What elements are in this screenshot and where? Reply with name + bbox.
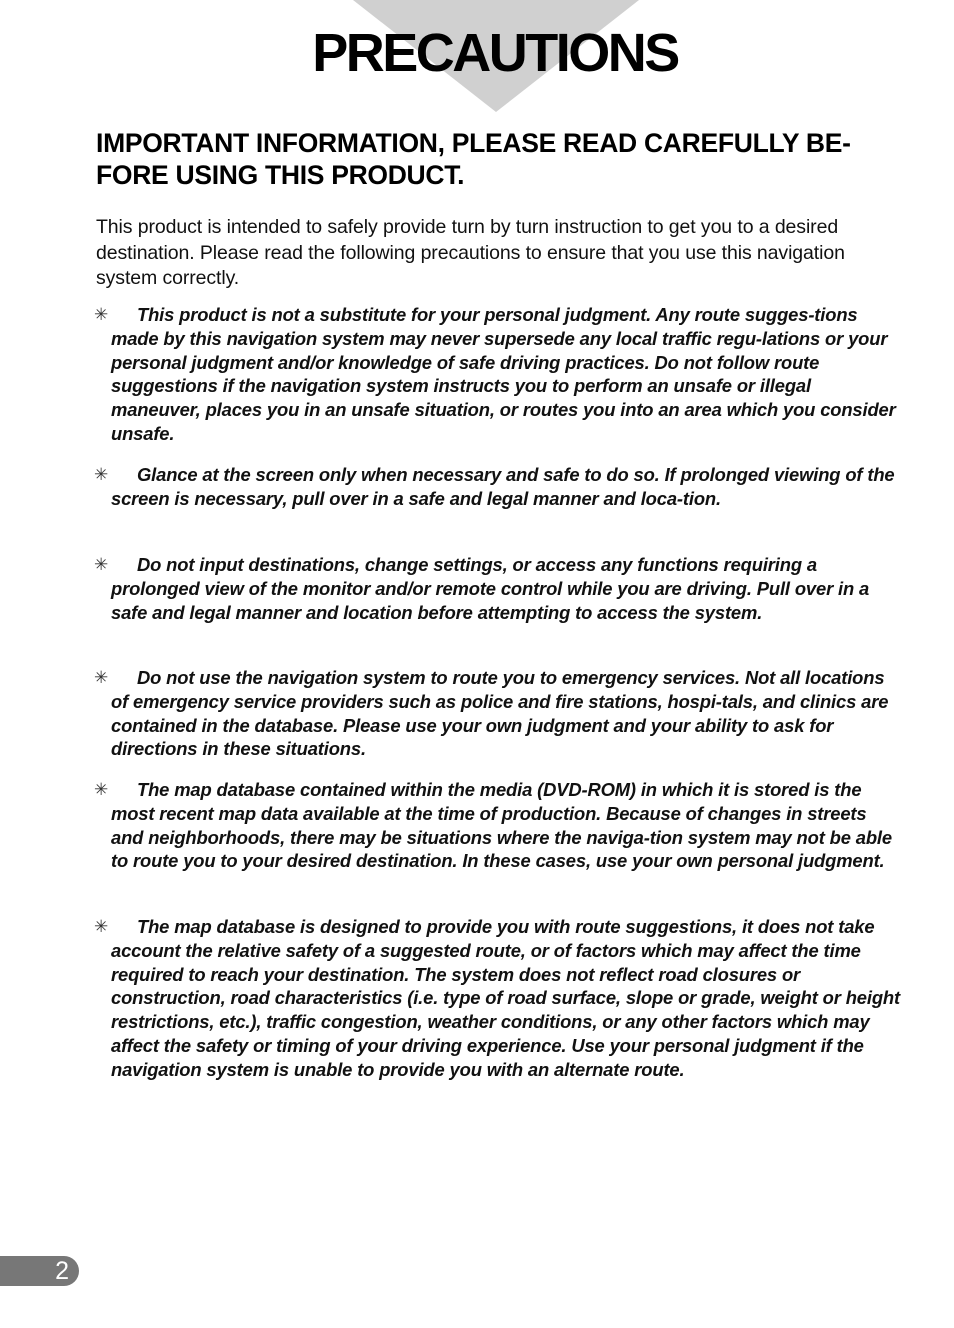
asterisk-bullet-icon: ✳ — [94, 668, 109, 687]
asterisk-bullet-icon: ✳ — [94, 780, 109, 799]
precaution-text: This product is not a substitute for your personal judgment. Any route sugges-tions made by this navigation system may never supersede any local traffic regu-lations or your personal judgment and/or knowledge of safe driving practices. Do not follow route suggestions if the navigation system instructs you to perform an unsafe or illegal maneuver, places you in an unsafe situation, or routes you into an area which you consider unsafe. — [111, 304, 896, 444]
precaution-text: Glance at the screen only when necessary and safe to do so. If prolonged viewing of the screen is necessary, pull over in a safe and legal manner and loca-tion. — [111, 464, 895, 509]
asterisk-bullet-icon: ✳ — [94, 555, 109, 574]
precaution-text: The map database is designed to provide you with route suggestions, it does not take account the relative safety of a suggested route, or of factors which may affect the time required to reach your destination. The system does not reflect road closures or construction, road characteristics (i.e. type of road surface, slope or grade, weight or height restrictions, etc.), traffic congestion, weather conditions, or any other factors which may affect the safety or timing of your driving experience. Use your personal judgment if the navigation system is unable to provide you with an alternate route. — [111, 916, 900, 1080]
precaution-item — [94, 915, 901, 1082]
precaution-item — [94, 778, 901, 873]
precaution-text: The map database contained within the media (DVD-ROM) in which it is stored is the most recent map data available at the time of production. Because of changes in streets and neighborhoods, there may be situations where the naviga-tion system may not be able to route you to your desired destination. In these cases, use your own personal judgment. — [111, 779, 892, 872]
precaution-item — [94, 553, 901, 624]
precaution-item — [94, 666, 901, 761]
section-heading: IMPORTANT INFORMATION, PLEASE READ CAREFULLY BE-FORE USING THIS PRODUCT. — [96, 128, 851, 190]
precaution-item — [94, 303, 901, 446]
asterisk-bullet-icon: ✳ — [94, 917, 109, 936]
page-title: PRECAUTIONS — [312, 23, 678, 83]
precaution-item — [94, 463, 901, 511]
asterisk-bullet-icon: ✳ — [94, 305, 109, 324]
page-number-tab — [0, 1256, 79, 1286]
intro-paragraph: This product is intended to safely provide turn by turn instruction to get you to a desired destination. Please read the following precautions to ensure that you use this navigation system correctly. — [96, 216, 845, 289]
precaution-text: Do not use the navigation system to route you to emergency services. Not all locations of emergency service providers such as police and fire stations, hospi-tals, and clinics are contained in the database. Please use your own judgment and your ability to ask for directions in these situations. — [111, 667, 889, 760]
page-number: 2 — [55, 1257, 69, 1285]
asterisk-bullet-icon: ✳ — [94, 465, 109, 484]
precaution-text: Do not input destinations, change settings, or access any functions requiring a prolonged view of the monitor and/or remote control while you are driving. Pull over in a safe and legal manner and location before attempting to access the system. — [111, 554, 870, 623]
